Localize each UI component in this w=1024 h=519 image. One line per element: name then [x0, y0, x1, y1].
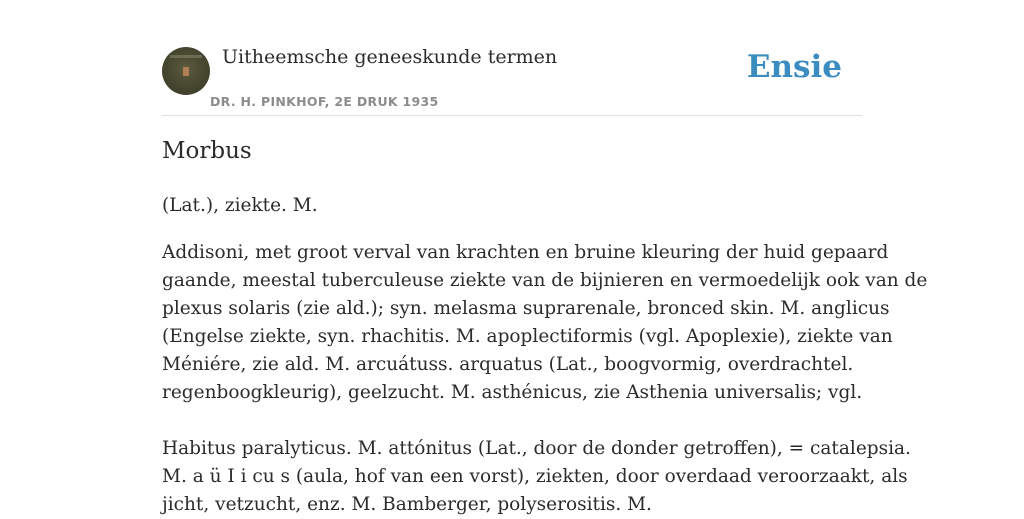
cover-band: [170, 55, 202, 58]
book-cover-icon[interactable]: [162, 47, 210, 95]
paragraph-line: M. a ü I i cu s (aula, hof van een vorst), ziekten, door overdaad veroorzaakt, als: [162, 466, 908, 487]
paragraph-line: plexus solaris (zie ald.); syn. melasma suprarenale, bronced skin. M. anglicus: [162, 298, 890, 319]
paragraph-line: (Engelse ziekte, syn. rhachitis. M. apoplectiformis (vgl. Apoplexie), ziekte van: [162, 326, 893, 347]
book-author: DR. H. PINKHOF, 2E DRUK 1935: [210, 94, 439, 109]
book-header: [162, 40, 862, 116]
book-title[interactable]: Uitheemsche geneeskunde termen: [222, 46, 558, 68]
article-paragraph-3: [162, 435, 911, 519]
article-headword: Morbus: [162, 138, 252, 164]
article-paragraph-2: [162, 239, 928, 407]
article-paragraph-1: [162, 192, 862, 220]
ensie-logo[interactable]: Ensie: [746, 49, 842, 85]
header-divider: [162, 115, 862, 116]
cover-emblem: [183, 67, 189, 76]
paragraph-line: Addisoni, met groot verval van krachten en bruine kleuring der huid gepaard: [162, 242, 889, 263]
paragraph-line: jicht, vetzucht, enz. M. Bamberger, polyserositis. M.: [162, 494, 652, 515]
paragraph-line: gaande, meestal tuberculeuse ziekte van de bijnieren en vermoedelijk ook van de: [162, 270, 928, 291]
paragraph-line: Méniére, zie ald. M. arcuátuss. arquatus (Lat., boogvormig, overdrachtel.: [162, 354, 854, 375]
paragraph-line: regenboogkleurig), geelzucht. M. asthénicus, zie Asthenia universalis; vgl.: [162, 382, 863, 403]
paragraph-line: Habitus paralyticus. M. attónitus (Lat., door de donder getroffen), = catalepsia.: [162, 438, 911, 459]
paragraph-line: (Lat.), ziekte. M.: [162, 195, 318, 216]
